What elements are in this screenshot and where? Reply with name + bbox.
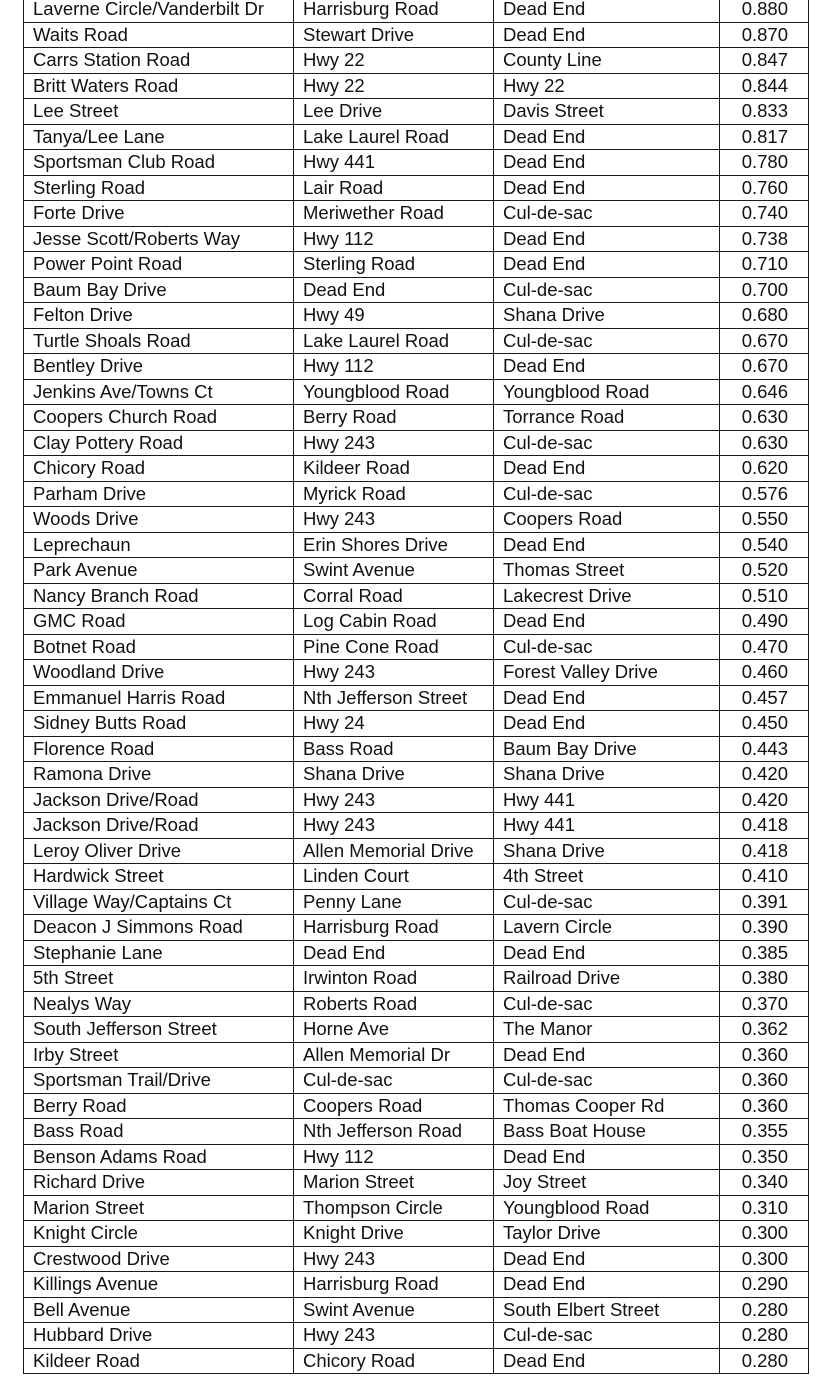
road-name-cell: Killings Avenue xyxy=(24,1272,294,1298)
table-row xyxy=(24,0,809,22)
table-row xyxy=(24,150,809,176)
to-cell: Hwy 441 xyxy=(494,813,720,839)
table-row xyxy=(24,1221,809,1247)
table-row xyxy=(24,277,809,303)
from-cell: Hwy 22 xyxy=(294,73,494,99)
to-cell: Bass Boat House xyxy=(494,1119,720,1145)
road-name-cell: Hardwick Street xyxy=(24,864,294,890)
table-row xyxy=(24,966,809,992)
from-cell: Hwy 243 xyxy=(294,507,494,533)
to-cell: Dead End xyxy=(494,150,720,176)
length-cell: 0.391 xyxy=(720,889,809,915)
road-name-cell: Berry Road xyxy=(24,1093,294,1119)
road-name-cell: Tanya/Lee Lane xyxy=(24,124,294,150)
from-cell: Swint Avenue xyxy=(294,1297,494,1323)
to-cell: Dead End xyxy=(494,609,720,635)
from-cell: Penny Lane xyxy=(294,889,494,915)
from-cell: Chicory Road xyxy=(294,1348,494,1374)
to-cell: Baum Bay Drive xyxy=(494,736,720,762)
road-list-body xyxy=(24,0,809,1374)
table-row xyxy=(24,226,809,252)
from-cell: Hwy 243 xyxy=(294,787,494,813)
road-name-cell: Bentley Drive xyxy=(24,354,294,380)
to-cell: Thomas Street xyxy=(494,558,720,584)
road-name-cell: Forte Drive xyxy=(24,201,294,227)
length-cell: 0.817 xyxy=(720,124,809,150)
table-row xyxy=(24,73,809,99)
table-row xyxy=(24,1144,809,1170)
table-row xyxy=(24,558,809,584)
table-row xyxy=(24,1068,809,1094)
road-name-cell: Jackson Drive/Road xyxy=(24,813,294,839)
from-cell: Coopers Road xyxy=(294,1093,494,1119)
to-cell: The Manor xyxy=(494,1017,720,1043)
road-name-cell: Bass Road xyxy=(24,1119,294,1145)
to-cell: Dead End xyxy=(494,711,720,737)
length-cell: 0.680 xyxy=(720,303,809,329)
table-row xyxy=(24,532,809,558)
table-row xyxy=(24,1272,809,1298)
to-cell: Dead End xyxy=(494,1348,720,1374)
road-name-cell: Deacon J Simmons Road xyxy=(24,915,294,941)
length-cell: 0.450 xyxy=(720,711,809,737)
road-name-cell: Baum Bay Drive xyxy=(24,277,294,303)
table-row xyxy=(24,838,809,864)
from-cell: Bass Road xyxy=(294,736,494,762)
length-cell: 0.280 xyxy=(720,1323,809,1349)
to-cell: Dead End xyxy=(494,940,720,966)
to-cell: Cul-de-sac xyxy=(494,481,720,507)
road-name-cell: Park Avenue xyxy=(24,558,294,584)
road-name-cell: Britt Waters Road xyxy=(24,73,294,99)
table-row xyxy=(24,736,809,762)
road-name-cell: Sidney Butts Road xyxy=(24,711,294,737)
length-cell: 0.350 xyxy=(720,1144,809,1170)
length-cell: 0.420 xyxy=(720,787,809,813)
from-cell: Dead End xyxy=(294,940,494,966)
to-cell: Dead End xyxy=(494,252,720,278)
table-row xyxy=(24,481,809,507)
table-row xyxy=(24,762,809,788)
table-row xyxy=(24,328,809,354)
road-name-cell: Hubbard Drive xyxy=(24,1323,294,1349)
road-name-cell: Parham Drive xyxy=(24,481,294,507)
length-cell: 0.630 xyxy=(720,430,809,456)
road-name-cell: GMC Road xyxy=(24,609,294,635)
road-name-cell: Turtle Shoals Road xyxy=(24,328,294,354)
table-row xyxy=(24,1195,809,1221)
to-cell: Taylor Drive xyxy=(494,1221,720,1247)
from-cell: Lee Drive xyxy=(294,99,494,125)
table-row xyxy=(24,201,809,227)
from-cell: Erin Shores Drive xyxy=(294,532,494,558)
road-name-cell: Jesse Scott/Roberts Way xyxy=(24,226,294,252)
road-name-cell: Laverne Circle/Vanderbilt Dr xyxy=(24,0,294,22)
from-cell: Knight Drive xyxy=(294,1221,494,1247)
from-cell: Lair Road xyxy=(294,175,494,201)
table-row xyxy=(24,48,809,74)
length-cell: 0.700 xyxy=(720,277,809,303)
road-name-cell: Coopers Church Road xyxy=(24,405,294,431)
length-cell: 0.385 xyxy=(720,940,809,966)
to-cell: Lakecrest Drive xyxy=(494,583,720,609)
from-cell: Shana Drive xyxy=(294,762,494,788)
length-cell: 0.710 xyxy=(720,252,809,278)
to-cell: Dead End xyxy=(494,1144,720,1170)
road-name-cell: Richard Drive xyxy=(24,1170,294,1196)
from-cell: Harrisburg Road xyxy=(294,0,494,22)
from-cell: Roberts Road xyxy=(294,991,494,1017)
from-cell: Hwy 49 xyxy=(294,303,494,329)
road-name-cell: Waits Road xyxy=(24,22,294,48)
road-name-cell: Leroy Oliver Drive xyxy=(24,838,294,864)
road-name-cell: Jackson Drive/Road xyxy=(24,787,294,813)
to-cell: Youngblood Road xyxy=(494,1195,720,1221)
from-cell: Marion Street xyxy=(294,1170,494,1196)
table-row xyxy=(24,889,809,915)
table-row xyxy=(24,711,809,737)
to-cell: Dead End xyxy=(494,22,720,48)
table-row xyxy=(24,252,809,278)
from-cell: Cul-de-sac xyxy=(294,1068,494,1094)
to-cell: Cul-de-sac xyxy=(494,328,720,354)
from-cell: Hwy 112 xyxy=(294,354,494,380)
table-row xyxy=(24,1017,809,1043)
from-cell: Harrisburg Road xyxy=(294,915,494,941)
table-row xyxy=(24,583,809,609)
table-row xyxy=(24,379,809,405)
from-cell: Swint Avenue xyxy=(294,558,494,584)
table-row xyxy=(24,456,809,482)
road-name-cell: Power Point Road xyxy=(24,252,294,278)
to-cell: Dead End xyxy=(494,1272,720,1298)
from-cell: Lake Laurel Road xyxy=(294,124,494,150)
table-row xyxy=(24,1093,809,1119)
from-cell: Allen Memorial Dr xyxy=(294,1042,494,1068)
table-row xyxy=(24,787,809,813)
length-cell: 0.470 xyxy=(720,634,809,660)
from-cell: Hwy 24 xyxy=(294,711,494,737)
from-cell: Pine Cone Road xyxy=(294,634,494,660)
from-cell: Hwy 243 xyxy=(294,813,494,839)
length-cell: 0.420 xyxy=(720,762,809,788)
to-cell: South Elbert Street xyxy=(494,1297,720,1323)
table-row xyxy=(24,124,809,150)
length-cell: 0.460 xyxy=(720,660,809,686)
from-cell: Corral Road xyxy=(294,583,494,609)
from-cell: Stewart Drive xyxy=(294,22,494,48)
road-name-cell: 5th Street xyxy=(24,966,294,992)
to-cell: Dead End xyxy=(494,175,720,201)
from-cell: Thompson Circle xyxy=(294,1195,494,1221)
to-cell: Cul-de-sac xyxy=(494,634,720,660)
length-cell: 0.738 xyxy=(720,226,809,252)
road-name-cell: Nealys Way xyxy=(24,991,294,1017)
table-row xyxy=(24,303,809,329)
from-cell: Youngblood Road xyxy=(294,379,494,405)
from-cell: Hwy 243 xyxy=(294,1246,494,1272)
to-cell: 4th Street xyxy=(494,864,720,890)
to-cell: Cul-de-sac xyxy=(494,277,720,303)
length-cell: 0.520 xyxy=(720,558,809,584)
table-row xyxy=(24,99,809,125)
from-cell: Linden Court xyxy=(294,864,494,890)
to-cell: Dead End xyxy=(494,1246,720,1272)
length-cell: 0.370 xyxy=(720,991,809,1017)
to-cell: County Line xyxy=(494,48,720,74)
length-cell: 0.360 xyxy=(720,1093,809,1119)
road-name-cell: Kildeer Road xyxy=(24,1348,294,1374)
table-row xyxy=(24,609,809,635)
road-name-cell: Marion Street xyxy=(24,1195,294,1221)
length-cell: 0.390 xyxy=(720,915,809,941)
length-cell: 0.880 xyxy=(720,0,809,22)
road-name-cell: Sportsman Club Road xyxy=(24,150,294,176)
road-name-cell: Jenkins Ave/Towns Ct xyxy=(24,379,294,405)
road-name-cell: Sportsman Trail/Drive xyxy=(24,1068,294,1094)
table-row xyxy=(24,1246,809,1272)
road-name-cell: South Jefferson Street xyxy=(24,1017,294,1043)
length-cell: 0.540 xyxy=(720,532,809,558)
length-cell: 0.355 xyxy=(720,1119,809,1145)
table-row xyxy=(24,1323,809,1349)
length-cell: 0.360 xyxy=(720,1042,809,1068)
road-name-cell: Clay Pottery Road xyxy=(24,430,294,456)
length-cell: 0.410 xyxy=(720,864,809,890)
from-cell: Horne Ave xyxy=(294,1017,494,1043)
road-name-cell: Emmanuel Harris Road xyxy=(24,685,294,711)
length-cell: 0.760 xyxy=(720,175,809,201)
road-name-cell: Bell Avenue xyxy=(24,1297,294,1323)
road-name-cell: Irby Street xyxy=(24,1042,294,1068)
table-row xyxy=(24,1348,809,1374)
from-cell: Log Cabin Road xyxy=(294,609,494,635)
length-cell: 0.490 xyxy=(720,609,809,635)
table-row xyxy=(24,405,809,431)
from-cell: Hwy 243 xyxy=(294,660,494,686)
to-cell: Shana Drive xyxy=(494,762,720,788)
length-cell: 0.362 xyxy=(720,1017,809,1043)
to-cell: Shana Drive xyxy=(494,303,720,329)
length-cell: 0.310 xyxy=(720,1195,809,1221)
table-row xyxy=(24,22,809,48)
to-cell: Dead End xyxy=(494,532,720,558)
road-name-cell: Nancy Branch Road xyxy=(24,583,294,609)
length-cell: 0.290 xyxy=(720,1272,809,1298)
to-cell: Dead End xyxy=(494,124,720,150)
to-cell: Dead End xyxy=(494,685,720,711)
table-row xyxy=(24,1297,809,1323)
length-cell: 0.380 xyxy=(720,966,809,992)
length-cell: 0.418 xyxy=(720,838,809,864)
from-cell: Nth Jefferson Road xyxy=(294,1119,494,1145)
to-cell: Dead End xyxy=(494,0,720,22)
table-row xyxy=(24,354,809,380)
to-cell: Coopers Road xyxy=(494,507,720,533)
length-cell: 0.340 xyxy=(720,1170,809,1196)
length-cell: 0.576 xyxy=(720,481,809,507)
to-cell: Dead End xyxy=(494,226,720,252)
from-cell: Kildeer Road xyxy=(294,456,494,482)
length-cell: 0.457 xyxy=(720,685,809,711)
road-list-table xyxy=(23,0,809,1374)
to-cell: Hwy 441 xyxy=(494,787,720,813)
from-cell: Irwinton Road xyxy=(294,966,494,992)
length-cell: 0.740 xyxy=(720,201,809,227)
road-name-cell: Chicory Road xyxy=(24,456,294,482)
from-cell: Harrisburg Road xyxy=(294,1272,494,1298)
from-cell: Nth Jefferson Street xyxy=(294,685,494,711)
length-cell: 0.670 xyxy=(720,354,809,380)
from-cell: Lake Laurel Road xyxy=(294,328,494,354)
to-cell: Cul-de-sac xyxy=(494,889,720,915)
from-cell: Berry Road xyxy=(294,405,494,431)
table-row xyxy=(24,685,809,711)
road-name-cell: Felton Drive xyxy=(24,303,294,329)
table-row xyxy=(24,507,809,533)
from-cell: Hwy 441 xyxy=(294,150,494,176)
from-cell: Meriwether Road xyxy=(294,201,494,227)
to-cell: Torrance Road xyxy=(494,405,720,431)
road-name-cell: Lee Street xyxy=(24,99,294,125)
to-cell: Forest Valley Drive xyxy=(494,660,720,686)
length-cell: 0.620 xyxy=(720,456,809,482)
table-row xyxy=(24,991,809,1017)
to-cell: Cul-de-sac xyxy=(494,991,720,1017)
road-name-cell: Botnet Road xyxy=(24,634,294,660)
length-cell: 0.418 xyxy=(720,813,809,839)
from-cell: Hwy 112 xyxy=(294,226,494,252)
road-name-cell: Florence Road xyxy=(24,736,294,762)
road-name-cell: Stephanie Lane xyxy=(24,940,294,966)
table-row xyxy=(24,1170,809,1196)
to-cell: Lavern Circle xyxy=(494,915,720,941)
road-name-cell: Crestwood Drive xyxy=(24,1246,294,1272)
length-cell: 0.646 xyxy=(720,379,809,405)
length-cell: 0.360 xyxy=(720,1068,809,1094)
from-cell: Dead End xyxy=(294,277,494,303)
length-cell: 0.280 xyxy=(720,1348,809,1374)
road-name-cell: Woodland Drive xyxy=(24,660,294,686)
table-row xyxy=(24,430,809,456)
table-row xyxy=(24,1119,809,1145)
length-cell: 0.844 xyxy=(720,73,809,99)
length-cell: 0.833 xyxy=(720,99,809,125)
from-cell: Hwy 22 xyxy=(294,48,494,74)
to-cell: Railroad Drive xyxy=(494,966,720,992)
table-row xyxy=(24,634,809,660)
length-cell: 0.847 xyxy=(720,48,809,74)
road-name-cell: Woods Drive xyxy=(24,507,294,533)
road-name-cell: Ramona Drive xyxy=(24,762,294,788)
table-row xyxy=(24,940,809,966)
length-cell: 0.300 xyxy=(720,1221,809,1247)
road-name-cell: Sterling Road xyxy=(24,175,294,201)
to-cell: Dead End xyxy=(494,456,720,482)
table-row xyxy=(24,1042,809,1068)
from-cell: Myrick Road xyxy=(294,481,494,507)
length-cell: 0.780 xyxy=(720,150,809,176)
table-row xyxy=(24,813,809,839)
to-cell: Cul-de-sac xyxy=(494,1323,720,1349)
to-cell: Dead End xyxy=(494,354,720,380)
from-cell: Hwy 243 xyxy=(294,1323,494,1349)
length-cell: 0.280 xyxy=(720,1297,809,1323)
to-cell: Davis Street xyxy=(494,99,720,125)
to-cell: Youngblood Road xyxy=(494,379,720,405)
length-cell: 0.670 xyxy=(720,328,809,354)
to-cell: Cul-de-sac xyxy=(494,201,720,227)
table-row xyxy=(24,915,809,941)
road-name-cell: Village Way/Captains Ct xyxy=(24,889,294,915)
to-cell: Cul-de-sac xyxy=(494,1068,720,1094)
to-cell: Shana Drive xyxy=(494,838,720,864)
from-cell: Hwy 112 xyxy=(294,1144,494,1170)
length-cell: 0.870 xyxy=(720,22,809,48)
road-name-cell: Benson Adams Road xyxy=(24,1144,294,1170)
length-cell: 0.630 xyxy=(720,405,809,431)
road-name-cell: Leprechaun xyxy=(24,532,294,558)
to-cell: Hwy 22 xyxy=(494,73,720,99)
length-cell: 0.510 xyxy=(720,583,809,609)
to-cell: Joy Street xyxy=(494,1170,720,1196)
from-cell: Sterling Road xyxy=(294,252,494,278)
road-name-cell: Knight Circle xyxy=(24,1221,294,1247)
road-name-cell: Carrs Station Road xyxy=(24,48,294,74)
from-cell: Hwy 243 xyxy=(294,430,494,456)
from-cell: Allen Memorial Drive xyxy=(294,838,494,864)
table-row xyxy=(24,175,809,201)
length-cell: 0.550 xyxy=(720,507,809,533)
to-cell: Cul-de-sac xyxy=(494,430,720,456)
length-cell: 0.443 xyxy=(720,736,809,762)
table-row xyxy=(24,864,809,890)
length-cell: 0.300 xyxy=(720,1246,809,1272)
to-cell: Thomas Cooper Rd xyxy=(494,1093,720,1119)
table-row xyxy=(24,660,809,686)
to-cell: Dead End xyxy=(494,1042,720,1068)
